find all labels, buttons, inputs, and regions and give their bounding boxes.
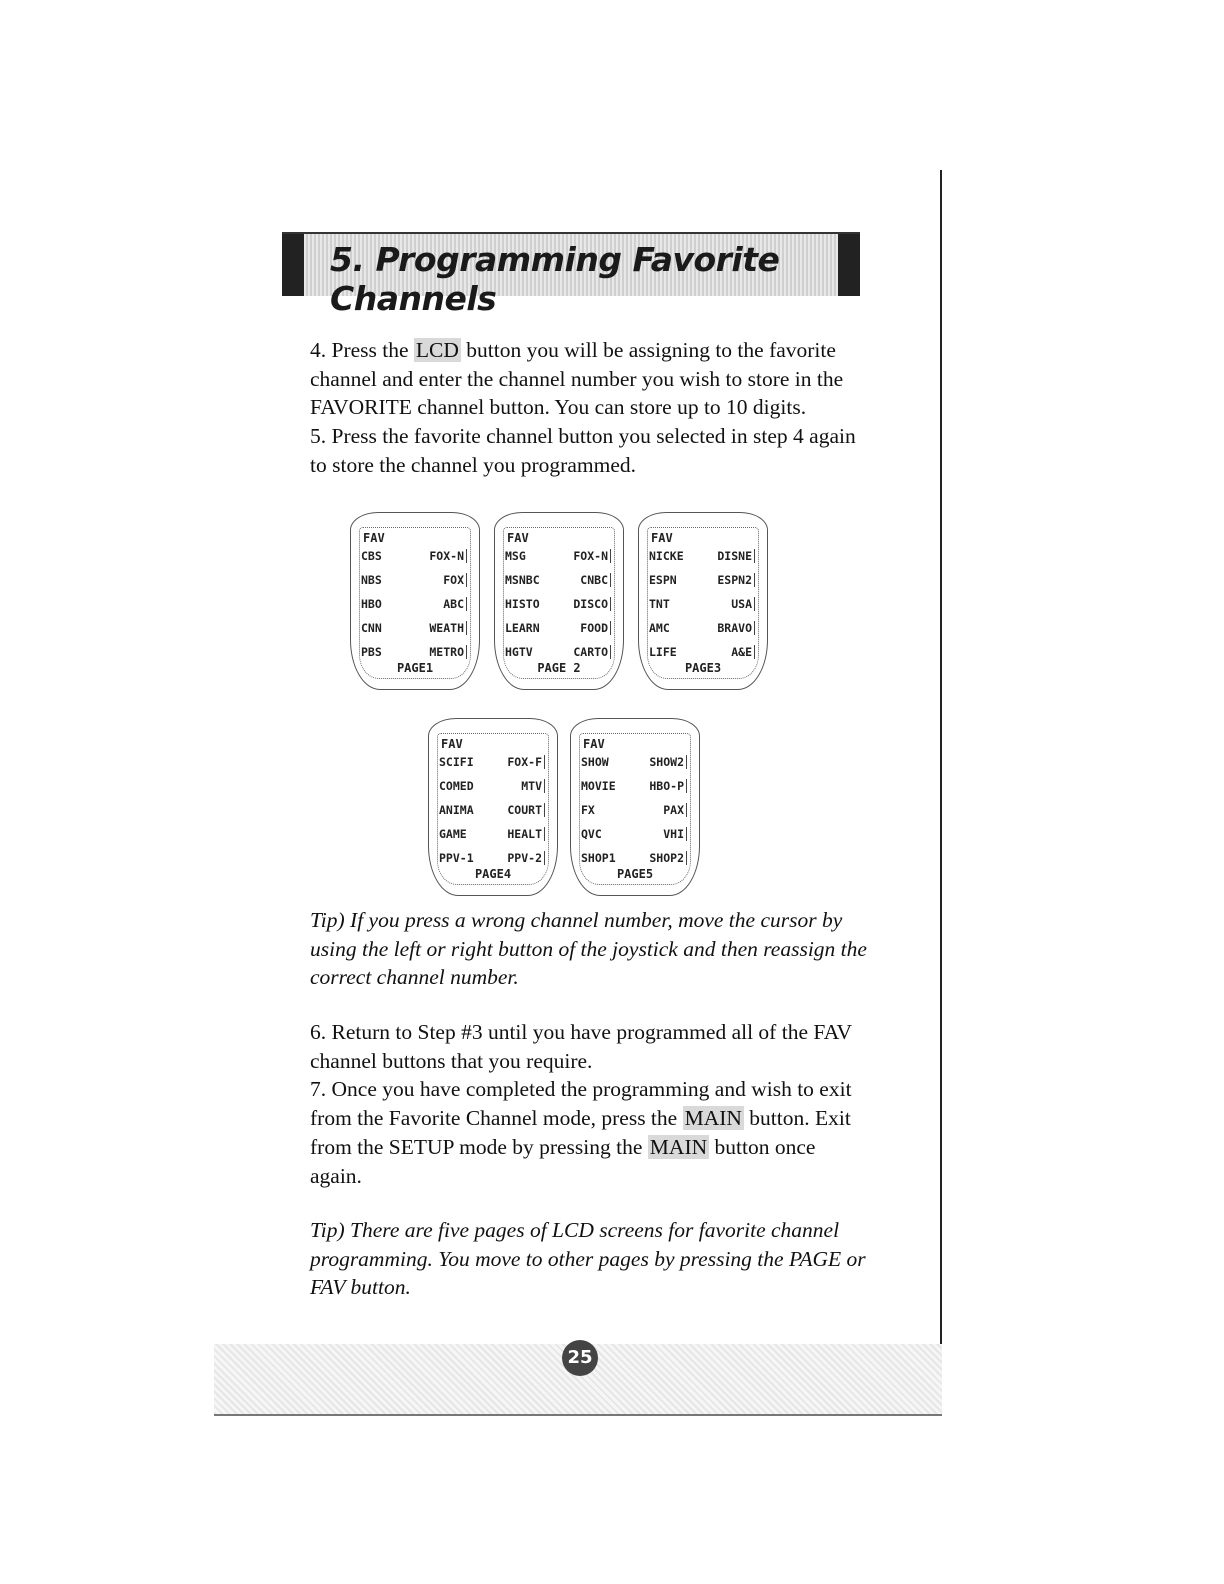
lcd-button-label: LCD [415, 338, 459, 362]
header-cap-right [838, 234, 860, 296]
lcd-channel-name: MSG [505, 549, 526, 563]
lcd-channel-name: ABC [443, 597, 464, 611]
lcd-fav-label: FAV [441, 737, 463, 751]
vertical-rule [940, 170, 942, 1410]
lcd-channel-row [649, 573, 755, 587]
lcd-screen-page4 [428, 718, 558, 896]
lcd-channel-name: BRAVO [717, 621, 752, 635]
lcd-channel-name: SHOW [581, 755, 609, 769]
lcd-channel-name: GAME [439, 827, 467, 841]
lcd-channel-name: ANIMA [439, 803, 474, 817]
lcd-channel-row [505, 621, 611, 635]
lcd-channel-row [649, 549, 755, 563]
lcd-channel-name: HISTO [505, 597, 540, 611]
tip-2: Tip) There are five pages of LCD screens for favorite channel programming. You move to other pages by pressing the PAGE or FAV button. [310, 1218, 866, 1300]
lcd-channel-name: MTV [521, 779, 542, 793]
lcd-channel-name: CNBC [580, 573, 608, 587]
lcd-channel-name: FOX [443, 573, 464, 587]
step-7: 7. Once you have completed the programming and wish to exit from the Favorite Channel mode, press the MAIN button. Exit from the SETUP mode by pressing the MAIN button once again. [310, 1077, 852, 1188]
lcd-channel-name: COMED [439, 779, 474, 793]
lcd-channel-name: NICKE [649, 549, 684, 563]
lcd-channel-row [505, 645, 611, 659]
lcd-channel-name: PBS [361, 645, 382, 659]
lcd-channel-row [581, 827, 687, 841]
step-6: 6. Return to Step #3 until you have programmed all of the FAV channel buttons that you require. [310, 1020, 852, 1073]
lcd-channel-name: CNN [361, 621, 382, 635]
lcd-channel-name: FOX-F [507, 755, 542, 769]
lcd-channel-name: DISCO [573, 597, 608, 611]
lcd-channel-name: A&E [731, 645, 752, 659]
lcd-channel-name: FX [581, 803, 595, 817]
lcd-channel-row [439, 827, 545, 841]
main-button-label: MAIN [684, 1106, 742, 1131]
lcd-page-label: PAGE1 [396, 661, 434, 675]
lcd-channel-row [439, 779, 545, 793]
lcd-channel-row [581, 851, 687, 865]
lcd-channel-row [361, 549, 467, 563]
lcd-channel-name: COURT [507, 803, 542, 817]
lcd-channel-row [361, 573, 467, 587]
lcd-channel-name: DISNE [717, 549, 752, 563]
lcd-channel-name: PPV-1 [439, 851, 474, 865]
lcd-channel-row [581, 779, 687, 793]
lcd-channel-name: PPV-2 [507, 851, 542, 865]
lcd-channel-name: USA [731, 597, 752, 611]
page-number: 25 [562, 1340, 598, 1376]
lcd-channel-row [649, 645, 755, 659]
lcd-screen-page2 [494, 512, 624, 690]
main-button-label-2: MAIN [649, 1134, 708, 1159]
lcd-channel-row [361, 597, 467, 611]
lcd-channel-name: MSNBC [505, 573, 540, 587]
lcd-channel-name: QVC [581, 827, 602, 841]
lcd-page-label: PAGE3 [684, 661, 722, 675]
lcd-channel-name: FOX-N [429, 549, 464, 563]
lcd-channel-row [439, 755, 545, 769]
lcd-channel-name: TNT [649, 597, 670, 611]
lcd-channel-name: SHOP1 [581, 851, 616, 865]
lcd-channel-name: HBO-P [649, 779, 684, 793]
lcd-channel-row [581, 803, 687, 817]
tip-1: Tip) If you press a wrong channel number, move the cursor by using the left or right button of the joystick and then reassign the correct channel number. [310, 908, 867, 990]
lcd-channel-row [505, 573, 611, 587]
lcd-channel-name: CARTO [573, 645, 608, 659]
lcd-page-label: PAGE 2 [537, 661, 581, 675]
lcd-fav-label: FAV [507, 531, 529, 545]
lcd-channel-name: HBO [361, 597, 382, 611]
lcd-channel-name: SHOP2 [649, 851, 684, 865]
lcd-channel-name: SCIFI [439, 755, 474, 769]
lcd-channel-name: FOOD [580, 621, 608, 635]
lcd-fav-label: FAV [363, 531, 385, 545]
step-4: 4. Press the LCD button you will be assigning to the favorite channel and enter the channel number you wish to store in the FAVORITE channel button. You can store up to 10 digits. [310, 338, 844, 420]
lcd-screen-page1 [350, 512, 480, 690]
step-5: 5. Press the favorite channel button you selected in step 4 again to store the channel you programmed. [310, 424, 856, 477]
lcd-channel-row [505, 549, 611, 563]
lcd-channel-name: LIFE [649, 645, 677, 659]
lcd-channel-name: HEALT [507, 827, 542, 841]
steps-4-5 [310, 336, 870, 480]
lcd-page-label: PAGE4 [474, 867, 512, 881]
lcd-channel-row [361, 621, 467, 635]
section-title: 5. Programming Favorite Channels [330, 240, 780, 318]
lcd-channel-name: HGTV [505, 645, 533, 659]
lcd-channel-name: AMC [649, 621, 670, 635]
header-cap-left [282, 234, 304, 296]
section-header [282, 232, 860, 318]
lcd-channel-row [439, 851, 545, 865]
lcd-channel-name: LEARN [505, 621, 540, 635]
lcd-channel-row [439, 803, 545, 817]
lcd-screen-page5 [570, 718, 700, 896]
lcd-channel-row [505, 597, 611, 611]
lcd-channel-name: MOVIE [581, 779, 616, 793]
lcd-channel-name: FOX-N [573, 549, 608, 563]
lcd-channel-row [649, 597, 755, 611]
lcd-channel-name: CBS [361, 549, 382, 563]
lcd-channel-name: VHI [663, 827, 684, 841]
lcd-channel-row [581, 755, 687, 769]
lcd-channel-name: NBS [361, 573, 382, 587]
lcd-channel-row [649, 621, 755, 635]
lcd-channel-name: SHOW2 [649, 755, 684, 769]
lcd-screen-page3 [638, 512, 768, 690]
lcd-channel-name: PAX [663, 803, 684, 817]
lcd-channel-name: WEATH [429, 621, 464, 635]
lcd-channel-name: METRO [429, 645, 464, 659]
lcd-channel-name: ESPN [649, 573, 677, 587]
lcd-fav-label: FAV [651, 531, 673, 545]
lcd-fav-label: FAV [583, 737, 605, 751]
lcd-channel-name: ESPN2 [717, 573, 752, 587]
lcd-channel-row [361, 645, 467, 659]
lcd-page-label: PAGE5 [616, 867, 654, 881]
steps-6-7 [310, 1018, 870, 1190]
